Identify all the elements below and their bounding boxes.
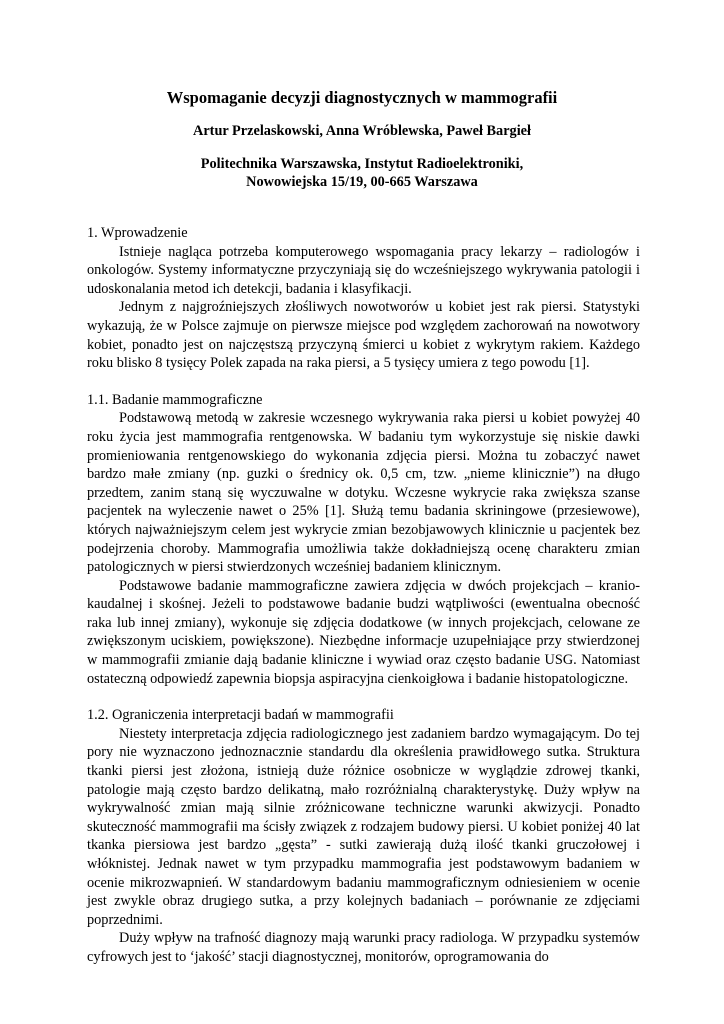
paragraph: Podstawowe badanie mammograficzne zawiera zdjęcia w dwóch projekcjach – kranio-kaudalnej i skośnej. Jeżeli to podstawowe badanie budzi wątpliwości (ewentualna obecność raka lub innej zmiany), wykonuje się zdjęcia dodatkowe (w innych projekcjach, celowane ze zwiększonym uciskiem, powiększone). Niezbędne informacje uzupełniające przy stwierdzonej w mammografii zmianie dają badanie kliniczne i wywiad oraz często badanie USG. Natomiast ostateczną odpowiedź zapewnia biopsja aspiracyjna cienkoigłowa i badanie histopatologiczne. bbox=[87, 577, 640, 687]
paragraph: Niestety interpretacja zdjęcia radiologicznego jest zadaniem bardzo wymagającym. Do tej pory nie wyznaczono jednoznacznie standardu dla określenia prawidłowego sutka. Struktura tkanki piersi jest złożona, istnieją duże różnice osobnicze w wyglądzie zdrowej tkanki, patologie mają często bardzo delikatną, mało rozróżnialną charakterystykę. Duży wpływ na wykrywalność zmian mają silnie zróżnicowane techniczne warunki akwizycji. Ponadto skuteczność mammografii ma ścisły związek z rodzajem budowy piersi. U kobiet poniżej 40 lat tkanka piersiowa jest bardzo „gęsta” - sutki zawierają dużą ilość tkanki gruczołowej i włóknistej. Jednak nawet w tym przypadku mammografia jest podstawowym badaniem w ocenie mikrozwapnień. W standardowym badaniu mammograficznym odniesieniem w ocenie jest zwykle obraz drugiego sutka, a przy kolejnych badaniach – porównanie ze zdjęciami poprzednimi. bbox=[87, 725, 640, 928]
author-list: Artur Przelaskowski, Anna Wróblewska, Paweł Bargieł bbox=[193, 123, 531, 139]
paper-body bbox=[87, 224, 640, 967]
paragraph: Podstawową metodą w zakresie wczesnego wykrywania raka piersi u kobiet powyżej 40 roku życia jest mammografia rentgenowska. W badaniu tym wykorzystuje się niskie dawki promieniowania rentgenowskiego do wykonania zdjęcia piersi. Można tu zobaczyć nawet bardzo małe zmiany (np. guzki o średnicy ok. 0,5 cm, tzw. „nieme klinicznie”) na długo przedtem, zanim staną się wyczuwalne w dotyku. Wczesne wykrycie raka zwiększa szanse pacjentek na wyleczenie nawet o 25% [1]. Służą temu badania skriningowe (przesiewowe), których najważniejszym celem jest wykrycie zmian bezobjawowych klinicznie u pacjentek bez podejrzenia choroby. Mammografia umożliwia także dokładniejszą ocenę charakteru zmian patologicznych w piersi stwierdzonych wcześniej badaniem klinicznym. bbox=[87, 410, 640, 576]
affiliation-line-2: Nowowiejska 15/19, 00-665 Warszawa bbox=[246, 174, 478, 190]
paragraph-spacer bbox=[87, 688, 640, 706]
section-heading-mammography-exam: 1.1. Badanie mammograficzne bbox=[87, 391, 263, 408]
section-heading-introduction: 1. Wprowadzenie bbox=[87, 225, 188, 241]
paper-title: Wspomaganie decyzji diagnostycznych w mammografii bbox=[166, 88, 558, 107]
paragraph-spacer bbox=[87, 373, 640, 391]
paragraph: Duży wpływ na trafność diagnozy mają warunki pracy radiologa. W przypadku systemów cyfrowych jest to ‘jakość’ stacji diagnostycznej, monitorów, oprogramowania do bbox=[87, 930, 640, 965]
paragraph: Jednym z najgroźniejszych złośliwych nowotworów u kobiet jest rak piersi. Statystyki wykazują, że w Polsce zajmuje on pierwsze miejsce pod względem zachorowań na nowotwory kobiet, ponadto jest on najczęstszą przyczyną śmierci u kobiet z wykrytym rakiem. Każdego roku blisko 8 tysięcy Polek zapada na raka piersi, a 5 tysięcy umiera z tego powodu [1]. bbox=[87, 299, 640, 372]
section-heading-interpretation-limits: 1.2. Ograniczenia interpretacji badań w mammografii bbox=[87, 707, 394, 724]
affiliation-line-1: Politechnika Warszawska, Instytut Radioelektroniki, bbox=[200, 156, 524, 172]
affiliation bbox=[0, 155, 724, 191]
paragraph: Istnieje nagląca potrzeba komputerowego wspomagania pracy lekarzy – radiologów i onkologów. Systemy informatyczne przyczyniają się do wcześniejszego wykrywania patologii i udoskonalania metod ich detekcji, badania i klasyfikacji. bbox=[87, 243, 640, 297]
